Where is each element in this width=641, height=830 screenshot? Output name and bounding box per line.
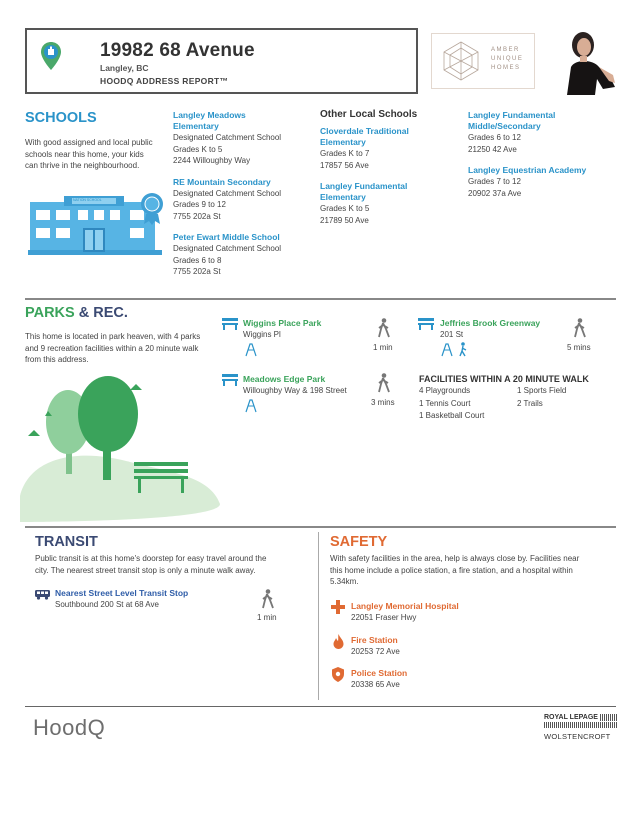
safety-name-link[interactable]: Langley Memorial Hospital [351, 601, 459, 611]
park-item: Jeffries Brook Greenway 201 St [440, 318, 541, 339]
brand-name: AMBER UNIQUE HOMES [491, 47, 524, 71]
walk-time: 3 mins [371, 398, 395, 407]
bench-icon [222, 374, 238, 386]
safety-item: Police Station 20338 65 Ave [351, 668, 408, 689]
bench-icon [222, 318, 238, 330]
playground-icon [441, 343, 453, 357]
hiking-icon [458, 342, 468, 357]
facilities-list-left: 4 Playgrounds 1 Tennis Court 1 Basketball Court [419, 386, 485, 420]
section-divider [25, 298, 616, 300]
fire-icon [333, 634, 344, 649]
safety-name-link[interactable]: Police Station [351, 668, 408, 678]
parks-title: PARKS & REC. [25, 305, 128, 321]
school-name-link[interactable]: Langley Fundamental Elementary [320, 181, 408, 202]
walk-time: 1 min [257, 613, 277, 622]
hospital-cross-icon [331, 600, 345, 614]
walking-icon [378, 318, 390, 338]
park-item: Wiggins Place Park Wiggins Pl [243, 318, 322, 339]
school-item: RE Mountain Secondary Designated Catchment School Grades 9 to 12 7755 202a St [173, 177, 313, 223]
school-name-link[interactable]: Langley Equestrian Academy [468, 165, 587, 175]
school-building-illustration [28, 186, 166, 256]
school-item: Langley Fundamental Elementary Grades K to 5 21789 50 Ave [320, 181, 460, 226]
park-name-link[interactable]: Jeffries Brook Greenway [440, 318, 541, 328]
school-item: Peter Ewart Middle School Designated Catchment School Grades 6 to 8 7755 202a St [173, 232, 313, 278]
school-item: Langley Equestrian Academy Grades 7 to 12 20902 37a Ave [468, 165, 618, 199]
school-pin-icon [40, 41, 62, 71]
safety-intro: With safety facilities in the area, help is always close by. Facilities near this home include a police station, a fire station, and a hospital within 5.34km. [330, 554, 580, 586]
parks-intro: This home is located in park heaven, with 4 parks and 9 recreation facilities within a 20 minute walk from this address. [25, 332, 201, 364]
agent-photo [553, 27, 619, 95]
report-title: HOODQ ADDRESS REPORT™ [100, 76, 229, 86]
walking-icon [574, 318, 586, 338]
school-item: Cloverdale Traditional Elementary Grades K to 7 17857 56 Ave [320, 126, 460, 171]
section-divider [25, 526, 616, 528]
safety-item: Langley Memorial Hospital 22051 Fraser Hwy [351, 601, 459, 622]
school-name-link[interactable]: Cloverdale Traditional Elementary [320, 126, 409, 147]
school-item: Langley Meadows Elementary Designated Catchment School Grades K to 5 2244 Willoughby Way [173, 110, 313, 167]
hoodq-logo: HoodQ [33, 715, 106, 740]
facilities-heading: FACILITIES WITHIN A 20 MINUTE WALK [419, 374, 589, 384]
park-name-link[interactable]: Meadows Edge Park [243, 374, 326, 384]
footer-divider [25, 706, 616, 707]
walking-icon [378, 373, 390, 393]
other-schools-heading: Other Local Schools [320, 109, 418, 120]
walk-time: 1 min [373, 343, 393, 352]
safety-title: SAFETY [330, 534, 388, 550]
school-list-other [320, 109, 460, 226]
transit-title: TRANSIT [35, 534, 98, 550]
school-list-other-2 [468, 110, 618, 199]
school-name-link[interactable]: Langley Meadows Elementary [173, 110, 246, 131]
playground-icon [245, 399, 257, 413]
playground-icon [245, 343, 257, 357]
walk-time: 5 mins [567, 343, 591, 352]
school-item: Langley Fundamental Middle/Secondary Grades 6 to 12 21250 42 Ave [468, 110, 618, 155]
park-illustration [20, 376, 220, 522]
school-name-link[interactable]: Peter Ewart Middle School [173, 232, 280, 242]
city: Langley, BC [100, 63, 149, 73]
royal-lepage-logo: ROYAL LEPAGE WOLSTENCROFT [544, 714, 618, 741]
park-name-link[interactable]: Wiggins Place Park [243, 318, 322, 328]
school-name-link[interactable]: Langley Fundamental Middle/Secondary [468, 110, 556, 131]
schools-title: SCHOOLS [25, 110, 97, 126]
transit-stop: Nearest Street Level Transit Stop Southbound 200 St at 68 Ave [55, 588, 189, 609]
bus-icon [35, 590, 51, 600]
schools-intro: With good assigned and local public schools near this home, your kids can thrive in the neighbourhood. [25, 138, 153, 170]
facilities-list-right: 1 Sports Field 2 Trails [517, 386, 567, 408]
police-badge-icon [332, 667, 344, 682]
transit-intro: Public transit is at this home's doorstep for easy travel around the city. The nearest street transit stop is only a minute walk away. [35, 554, 267, 575]
walking-icon [262, 589, 274, 609]
safety-name-link[interactable]: Fire Station [351, 635, 398, 645]
bench-icon [418, 318, 434, 330]
column-divider [318, 532, 319, 700]
street-address: 19982 68 Avenue [100, 40, 255, 61]
school-name-link[interactable]: RE Mountain Secondary [173, 176, 271, 187]
lion-logo-icon [440, 39, 482, 83]
school-list-designated [173, 110, 313, 278]
park-item: Meadows Edge Park Willoughby Way & 198 Street [243, 374, 347, 395]
safety-item: Fire Station 20253 72 Ave [351, 635, 400, 656]
transit-stop-link[interactable]: Nearest Street Level Transit Stop [55, 588, 189, 598]
building-label: NATION SCHOOL [73, 198, 102, 202]
